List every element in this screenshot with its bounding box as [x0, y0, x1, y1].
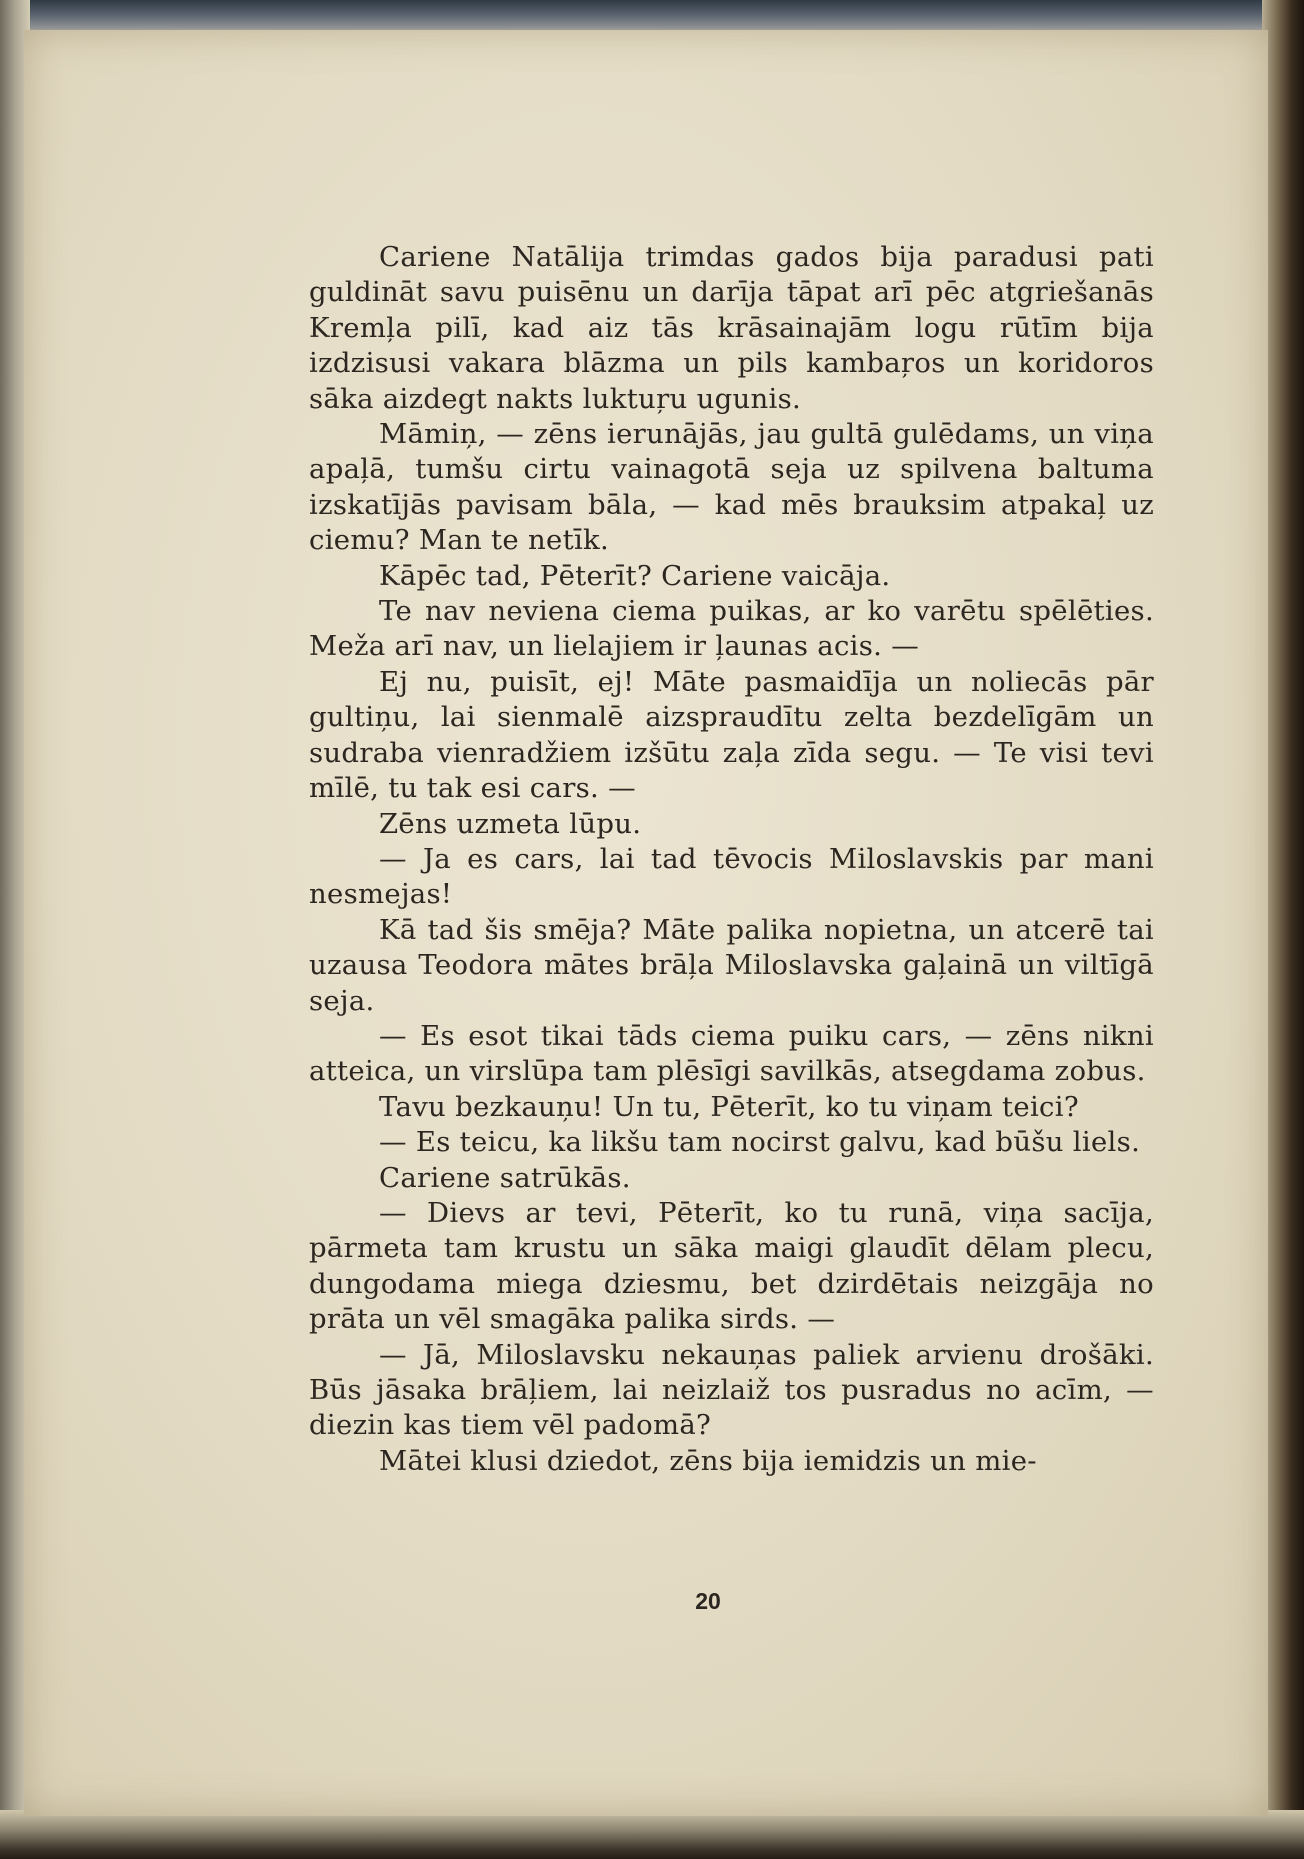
- body-text: [309, 240, 1154, 1479]
- paragraph: — Dievs ar tevi, Pēterīt, ko tu runā, viņa sacīja, pārmeta tam krustu un sāka maigi glaudīt dēlam plecu, dungodama miega dziesmu, bet dzirdētais neizgāja no prāta un vēl smagāka palika sirds. —: [309, 1196, 1154, 1336]
- paragraph: Cariene satrūkās.: [379, 1161, 631, 1194]
- paragraph: Zēns uzmeta lūpu.: [379, 807, 642, 840]
- book-bottom-edge: [0, 1810, 1304, 1859]
- paragraph: Kāpēc tad, Pēterīt? Cariene vaicāja.: [379, 559, 891, 592]
- paragraph: — Ja es cars, lai tad tēvocis Miloslavskis par mani nesmejas!: [309, 842, 1154, 911]
- paragraph: Tavu bezkauņu! Un tu, Pēterīt, ko tu viņam teici?: [379, 1090, 1079, 1123]
- book-page: [24, 30, 1268, 1816]
- paragraph: Cariene Natālija trimdas gados bija paradusi pati guldināt savu puisēnu un darīja tāpat arī pēc atgriešanās Kremļa pilī, kad aiz tās krāsainajām logu rūtīm bija izdzisusi vakara blāzma un pils kambaŗos un koridoros sāka aizdegt nakts luktuŗu ugunis.: [309, 241, 1154, 415]
- paragraph: Māmiņ, — zēns ierunājās, jau gultā gulēdams, un viņa apaļā, tumšu cirtu vainagotā seja uz spilvena baltuma izskatījās pavisam bāla, — kad mēs brauksim atpakaļ uz ciemu? Man te netīk.: [309, 418, 1154, 557]
- paragraph: Ej nu, puisīt, ej! Māte pasmaidīja un noliecās pār gultiņu, lai sienmalē aizspraudītu zelta bezdelīgām un sudraba vienradžiem izšūtu zaļa zīda segu. — Te visi tevi mīlē, tu tak esi cars. —: [309, 665, 1154, 805]
- paragraph: Te nav neviena ciema puikas, ar ko varētu spēlēties. Meža arī nav, un lielajiem ir ļaunas acis. —: [309, 595, 1154, 663]
- paragraph: — Es esot tikai tāds ciema puiku cars, — zēns nikni atteica, un virslūpa tam plēsīgi savilkās, atsegdama zobus.: [309, 1019, 1154, 1088]
- book-fore-edge: [1262, 0, 1304, 1859]
- paragraph: Kā tad šis smēja? Māte palika nopietna, un atcerē tai uzausa Teodora mātes brāļa Miloslavska gaļainā un viltīgā seja.: [309, 913, 1154, 1017]
- paragraph: — Es teicu, ka likšu tam nocirst galvu, kad būšu liels.: [379, 1126, 1141, 1159]
- page-number: 20: [695, 1588, 721, 1614]
- paragraph: Mātei klusi dziedot, zēns bija iemidzis un mie-: [379, 1444, 1037, 1477]
- paragraph: — Jā, Miloslavsku nekauņas paliek arvienu drošāki. Būs jāsaka brāļiem, lai neizlaiž tos pusradus no acīm, — diezin kas tiem vēl padomā?: [309, 1338, 1154, 1442]
